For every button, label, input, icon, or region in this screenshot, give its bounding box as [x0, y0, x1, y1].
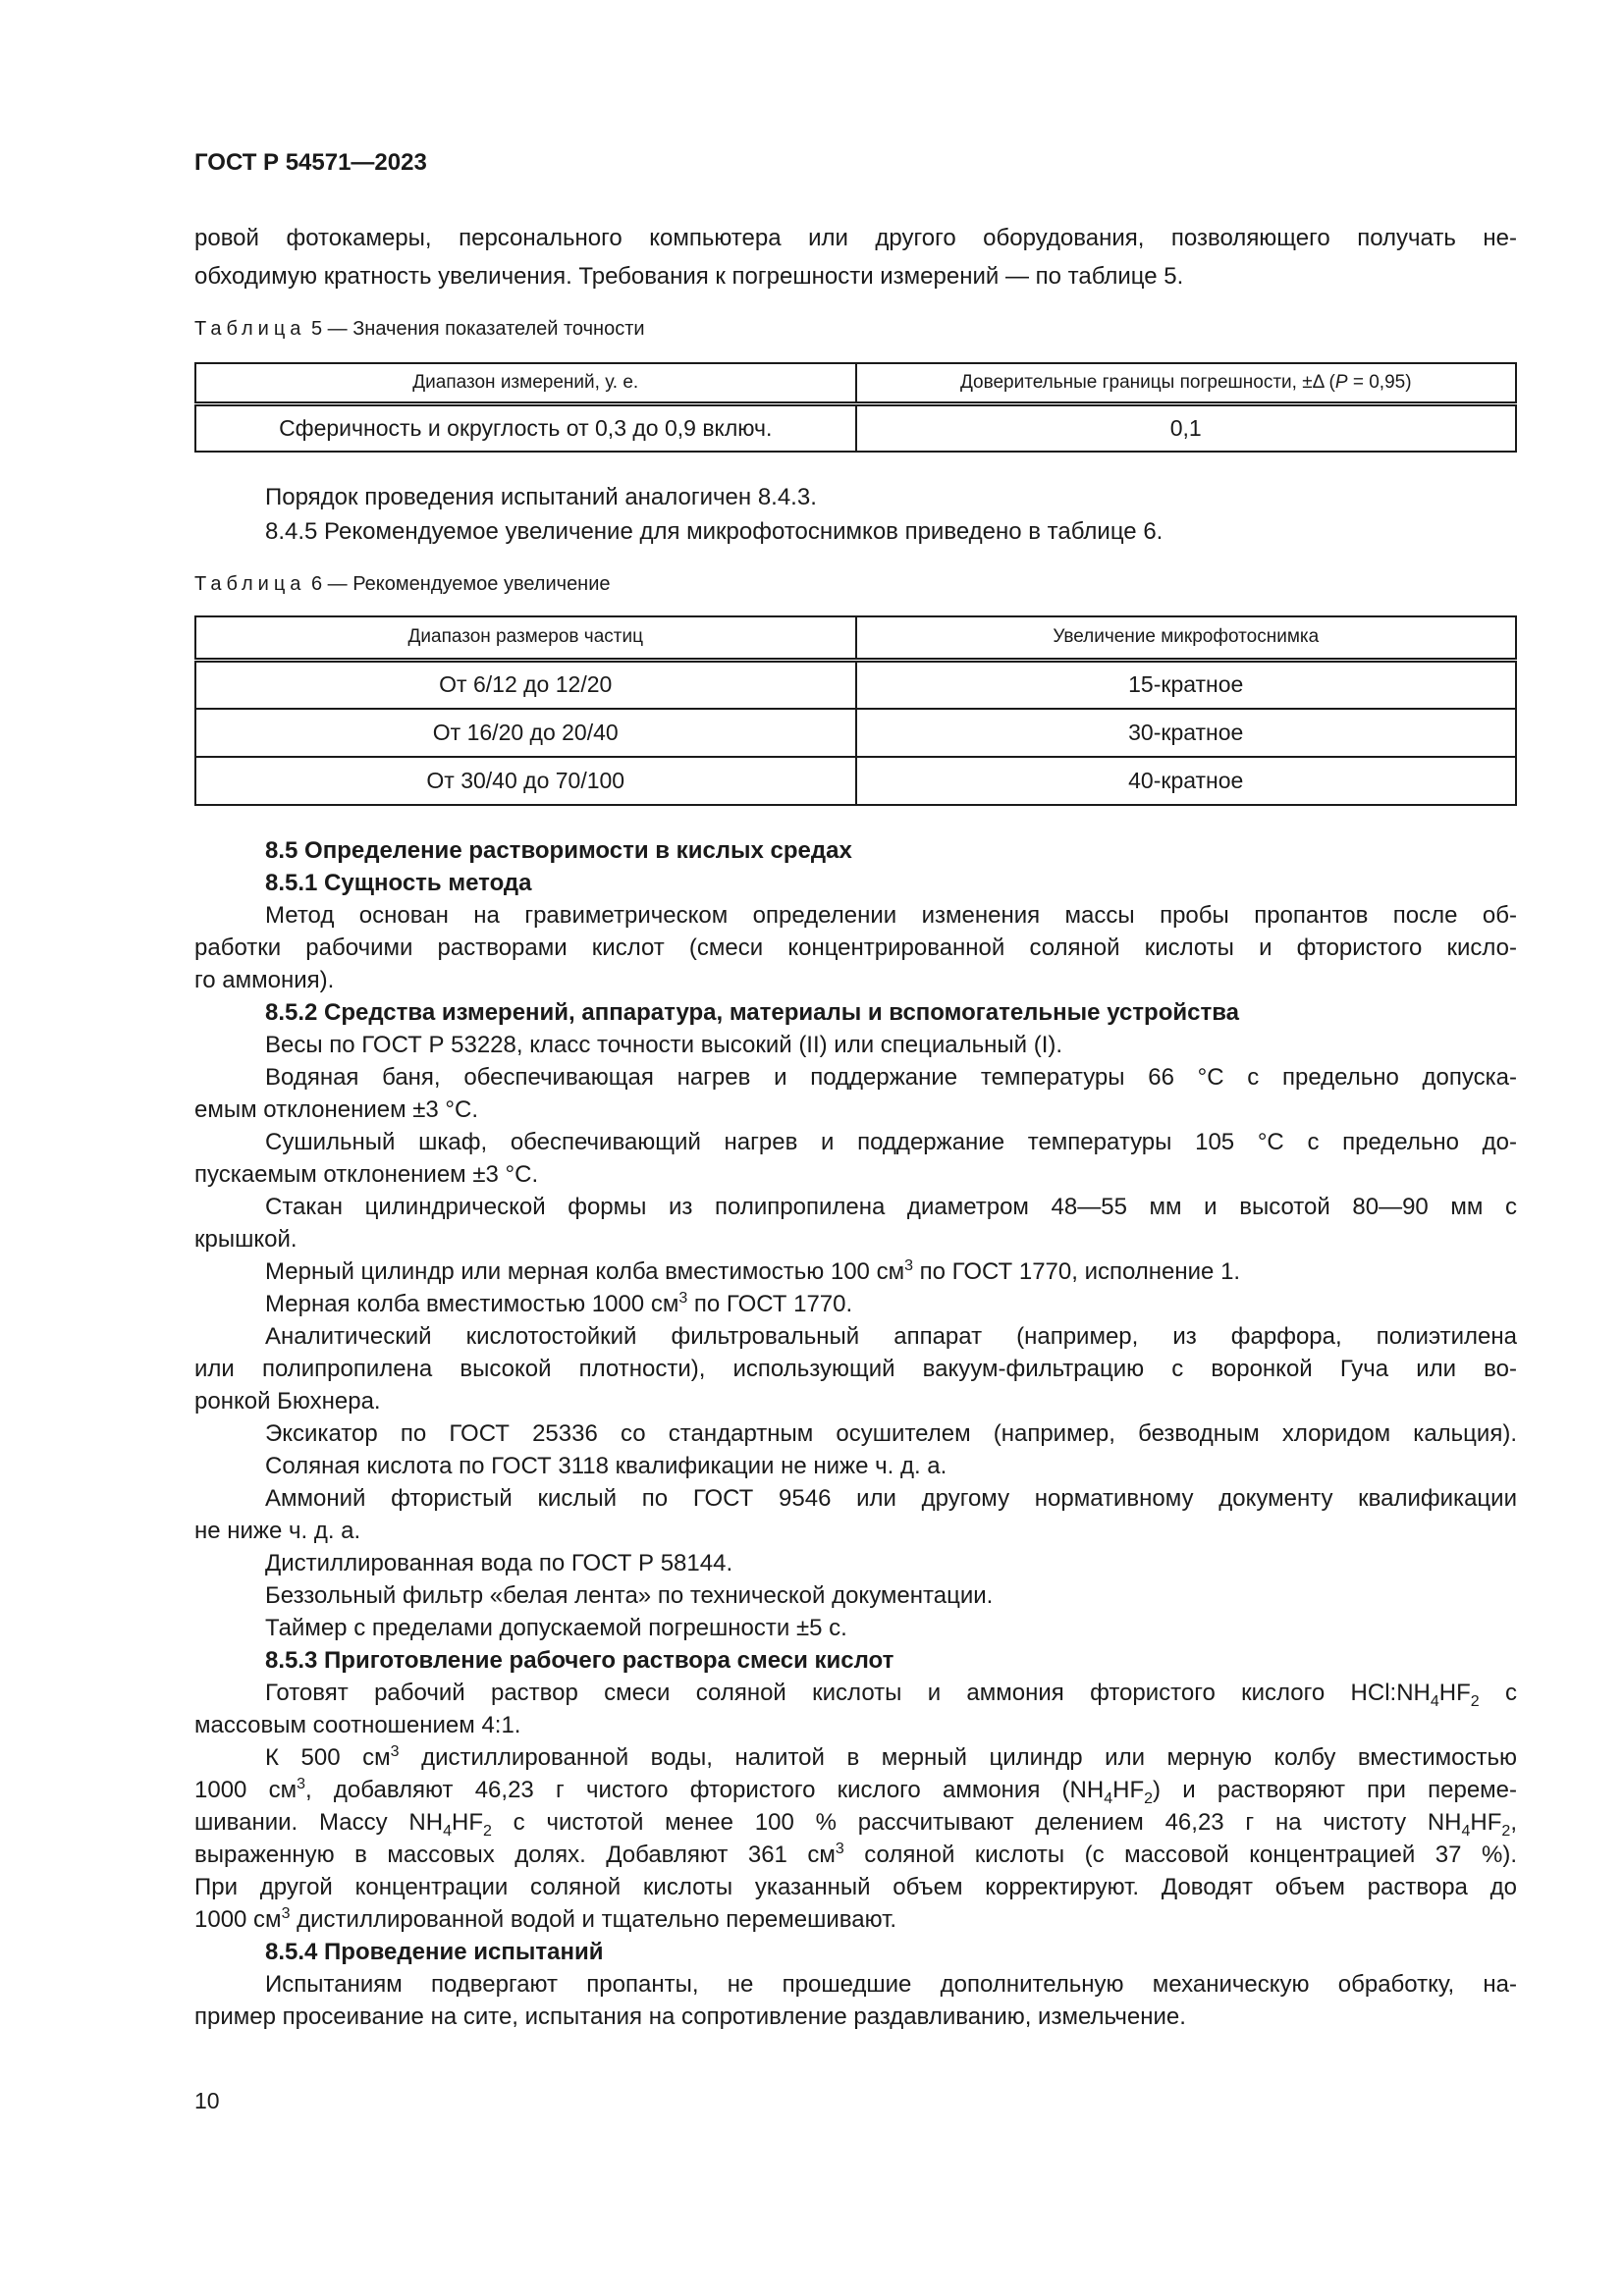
paragraph-line: [194, 1322, 1517, 1355]
subscript: 2: [1470, 1692, 1480, 1710]
section-heading: [194, 1938, 1517, 1970]
paragraph-line: [194, 1776, 1517, 1808]
text-run: крышкой.: [194, 1226, 298, 1253]
text-run: соляной кислоты (с массовой концентрацией 37 %).: [843, 1842, 1517, 1868]
text-run: дистиллированной воды, налитой в мерный цилиндр или мерную колбу вместимостью: [399, 1744, 1517, 1771]
text-run: HF: [1470, 1809, 1502, 1836]
paragraph-line: [194, 1873, 1517, 1905]
paragraph-line: [194, 1128, 1517, 1160]
text-run: Метод основан на гравиметрическом определении изменения массы пробы пропантов после об-: [265, 902, 1517, 929]
text-run: Мерная колба вместимостью 1000 см: [265, 1291, 679, 1317]
paragraph-line: [194, 1160, 1517, 1193]
text-run: или полипропилена высокой плотности), использующий вакуум-фильтрацию с воронкой Гуча или во-: [194, 1356, 1517, 1382]
text-run: 8.5 Определение растворимости в кислых средах: [265, 837, 852, 864]
paragraph-line: [194, 1290, 1517, 1322]
table-row: [195, 709, 1516, 757]
text-run: , добавляют 46,23 г чистого фтористого кислого аммония (NH: [305, 1777, 1105, 1803]
text-run: HF: [1112, 1777, 1145, 1803]
text-run: шивании. Массу NH: [194, 1809, 444, 1836]
paragraph-line: [194, 1452, 1517, 1484]
superscript: 3: [297, 1776, 306, 1792]
text-run: выраженную в массовых долях. Добавляют 361 см: [194, 1842, 836, 1868]
table-cell: 30-кратное: [856, 709, 1517, 757]
text-run: 1000 см: [194, 1906, 282, 1933]
text-run: Дистиллированная вода по ГОСТ Р 58144.: [265, 1550, 733, 1576]
text-run: Сушильный шкаф, обеспечивающий нагрев и поддержание температуры 105 °С с предельно до-: [265, 1129, 1517, 1155]
section-heading: [194, 836, 1517, 869]
text-run: ,: [1510, 1809, 1517, 1836]
table-row: [195, 757, 1516, 805]
text-run: по ГОСТ 1770.: [687, 1291, 853, 1317]
section-heading: [194, 1646, 1517, 1679]
table-header-cell: Диапазон измерений, у. е.: [195, 363, 856, 403]
page-number: 10: [194, 2088, 220, 2113]
text-run: дистиллированной водой и тщательно перемешивают.: [290, 1906, 897, 1933]
text-run: При другой концентрации соляной кислоты указанный объем корректируют. Доводят объем раствора до: [194, 1874, 1517, 1900]
paragraph-line: обходимую кратность увеличения. Требования к погрешности измерений — по таблице 5.: [194, 263, 1184, 290]
text-run: 8.5.2 Средства измерений, аппаратура, материалы и вспомогательные устройства: [265, 999, 1240, 1026]
text-run: Испытаниям подвергают пропанты, не прошедшие дополнительную механическую обработку, на-: [265, 1971, 1517, 1998]
table5: [194, 362, 1517, 453]
text-run: Аналитический кислотостойкий фильтровальный аппарат (например, из фарфора, полиэтилена: [265, 1323, 1517, 1350]
text-run: 8.5.1 Сущность метода: [265, 870, 532, 896]
superscript: 3: [678, 1290, 688, 1307]
superscript: 3: [281, 1905, 291, 1922]
table-cell: 40-кратное: [856, 757, 1517, 805]
paragraph-line: [194, 934, 1517, 966]
table-row: [195, 403, 1516, 452]
paragraph-line: [194, 966, 1517, 998]
text-run: Готовят рабочий раствор смеси соляной кислоты и аммония фтористого кислого HCl:NH: [265, 1680, 1431, 1706]
paragraph-line: [194, 1387, 1517, 1419]
section-8-5-body: [0, 836, 1624, 2035]
paragraph-line: [194, 1095, 1517, 1128]
table-header-cell: Доверительные границы погрешности, ±Δ (P = 0,95): [856, 363, 1517, 403]
caption-text: 5 — Значения показателей точности: [310, 318, 645, 340]
superscript: 3: [835, 1841, 844, 1857]
text-run: 1000 см: [194, 1777, 298, 1803]
table6-caption: [194, 573, 611, 596]
text-run: Эксикатор по ГОСТ 25336 со стандартным осушителем (например, безводным хлоридом кальция).: [265, 1420, 1517, 1447]
paragraph-line: [194, 1031, 1517, 1063]
caption-word: Таблица: [194, 573, 306, 595]
paragraph-line: [194, 1841, 1517, 1873]
paragraph-line: [194, 1743, 1517, 1776]
paragraph-line: [194, 1225, 1517, 1257]
paragraph-line: [194, 1063, 1517, 1095]
paragraph-line: [194, 1711, 1517, 1743]
table6: [194, 615, 1517, 806]
text-run: Весы по ГОСТ Р 53228, класс точности высокий (II) или специальный (I).: [265, 1032, 1063, 1058]
subscript: 4: [1430, 1692, 1439, 1710]
paragraph-line: 8.4.5 Рекомендуемое увеличение для микрофотоснимков приведено в таблице 6.: [265, 518, 1164, 545]
document-header: ГОСТ Р 54571—2023: [194, 149, 427, 176]
text-run: 8.5.3 Приготовление рабочего раствора смеси кислот: [265, 1647, 894, 1674]
caption-word: Таблица: [194, 318, 306, 340]
paragraph-line: [194, 1193, 1517, 1225]
paragraph-line: [194, 1484, 1517, 1517]
section-heading: [194, 869, 1517, 901]
paragraph-line: [194, 901, 1517, 934]
text-run: пускаемым отклонением ±3 °С.: [194, 1161, 539, 1188]
text-run: ронкой Бюхнера.: [194, 1388, 381, 1415]
text-run: емым отклонением ±3 °С.: [194, 1096, 479, 1123]
subscript: 4: [1104, 1789, 1113, 1807]
text-run: по ГОСТ 1770, исполнение 1.: [912, 1258, 1241, 1285]
table5-caption: [194, 318, 645, 341]
section-heading: [194, 998, 1517, 1031]
paragraph-line: [194, 1517, 1517, 1549]
caption-text: 6 — Рекомендуемое увеличение: [310, 573, 611, 595]
text-run: Аммоний фтористый кислый по ГОСТ 9546 или другому нормативному документу квалификации: [265, 1485, 1517, 1512]
paragraph-line: [194, 1614, 1517, 1646]
text-run: Соляная кислота по ГОСТ 3118 квалификации не ниже ч. д. а.: [265, 1453, 947, 1479]
superscript: 3: [390, 1743, 400, 1760]
paragraph-line: [194, 1257, 1517, 1290]
paragraph-line: Порядок проведения испытаний аналогичен 8.4.3.: [265, 484, 817, 510]
paragraph-line: [194, 1549, 1517, 1581]
text-run: Беззольный фильтр «белая лента» по технической документации.: [265, 1582, 994, 1609]
subscript: 4: [443, 1822, 452, 1840]
table-header-cell: Диапазон размеров частиц: [195, 616, 856, 660]
table-cell: 0,1: [856, 403, 1517, 452]
subscript: 2: [482, 1822, 492, 1840]
text-run: с: [1479, 1680, 1518, 1706]
paragraph-line: [194, 1970, 1517, 2002]
table-cell: От 30/40 до 70/100: [195, 757, 856, 805]
table-row: [195, 660, 1516, 709]
table-cell: От 6/12 до 12/20: [195, 660, 856, 709]
table-header-cell: Увеличение микрофотоснимка: [856, 616, 1517, 660]
superscript: 3: [904, 1257, 913, 1274]
paragraph-line: [194, 1419, 1517, 1452]
paragraph-line: [194, 1679, 1517, 1711]
text-run: пример просеивание на сите, испытания на сопротивление раздавливанию, измельчение.: [194, 2003, 1186, 2030]
text-run: Мерный цилиндр или мерная колба вместимостью 100 см: [265, 1258, 905, 1285]
text-run: го аммония).: [194, 967, 335, 993]
paragraph-line: ровой фотокамеры, персонального компьютера или другого оборудования, позволяющего получать не-: [194, 225, 1517, 251]
text-run: с чистотой менее 100 % рассчитывают делением 46,23 г на чистоту NH: [491, 1809, 1462, 1836]
subscript: 2: [1501, 1822, 1511, 1840]
text-run: HF: [1438, 1680, 1471, 1706]
table-cell: 15-кратное: [856, 660, 1517, 709]
text-run: Стакан цилиндрической формы из полипропилена диаметром 48—55 мм и высотой 80—90 мм с: [265, 1194, 1517, 1220]
text-run: работки рабочими растворами кислот (смеси концентрированной соляной кислоты и фтористого кисло-: [194, 934, 1517, 961]
table-cell: Сферичность и округлость от 0,3 до 0,9 включ.: [195, 403, 856, 452]
paragraph-line: [194, 1355, 1517, 1387]
table-cell: От 16/20 до 20/40: [195, 709, 856, 757]
text-run: не ниже ч. д. а.: [194, 1518, 361, 1544]
subscript: 2: [1144, 1789, 1154, 1807]
paragraph-line: [194, 2002, 1517, 2035]
text-run: HF: [451, 1809, 483, 1836]
text-run: 8.5.4 Проведение испытаний: [265, 1939, 604, 1965]
subscript: 4: [1461, 1822, 1471, 1840]
paragraph-line: [194, 1905, 1517, 1938]
paragraph-line: [194, 1808, 1517, 1841]
text-run: массовым соотношением 4:1.: [194, 1712, 521, 1738]
text-run: К 500 см: [265, 1744, 391, 1771]
paragraph-line: [194, 1581, 1517, 1614]
text-run: ) и растворяют при переме-: [1153, 1777, 1518, 1803]
text-run: Таймер с пределами допускаемой погрешности ±5 с.: [265, 1615, 847, 1641]
text-run: Водяная баня, обеспечивающая нагрев и поддержание температуры 66 °С с предельно допуска-: [265, 1064, 1517, 1091]
